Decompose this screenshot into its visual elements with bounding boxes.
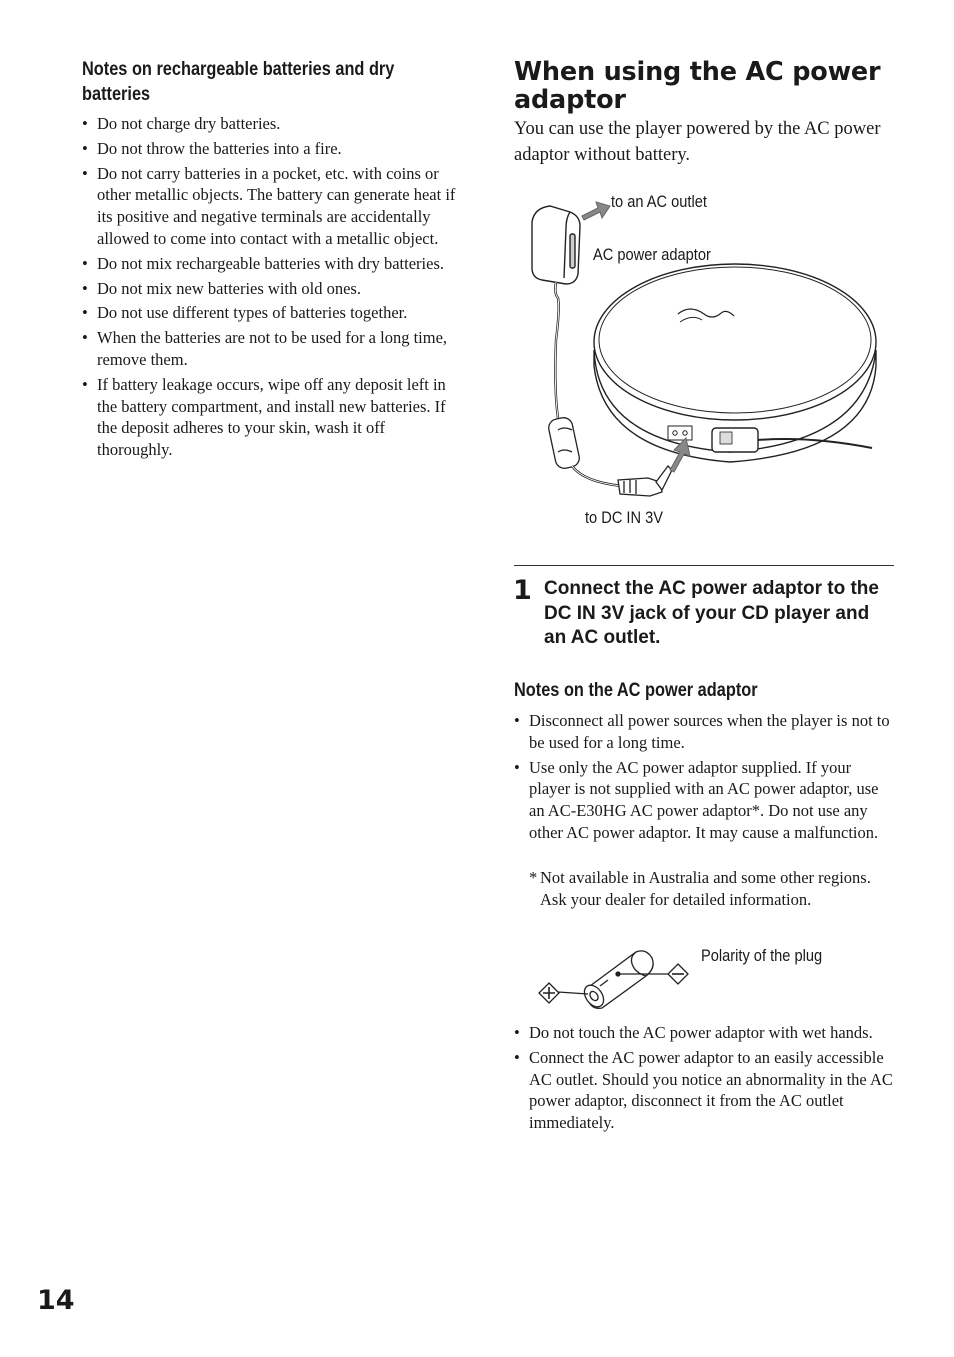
ac-notes-list — [514, 710, 894, 847]
page-title: When using the AC power adaptor — [514, 57, 881, 115]
list-item: • Do not use different types of batteries together. — [82, 302, 464, 324]
ac-adaptor-icon — [532, 206, 580, 284]
footnote — [529, 867, 874, 911]
ferrite-core-icon — [547, 416, 581, 470]
section-heading-ac-notes: Notes on the AC power adaptor — [514, 680, 758, 701]
label-to-ac-outlet: to an AC outlet — [611, 192, 707, 211]
step-instruction: Connect the AC power adaptor to the DC IN 3V jack of your CD player and an AC outlet. — [544, 578, 879, 648]
ac-adaptor-connection-illustration — [520, 190, 890, 510]
list-item: • If battery leakage occurs, wipe off any deposit left in the battery compartment, and install new batteries. If the deposit adheres to your skin, wash it off thoroughly. — [82, 374, 464, 461]
list-item: • Use only the AC power adaptor supplied. If your player is not supplied with an AC power adaptor, use an AC-E30HG AC power adaptor*. Do not use any other AC power adaptor. It may cause a malfunction. — [514, 757, 894, 844]
dc-plug-icon — [618, 466, 672, 496]
list-item: • Do not touch the AC power adaptor with wet hands. — [514, 1022, 894, 1044]
arrow-to-outlet-icon — [582, 202, 610, 220]
list-item: • Do not mix rechargeable batteries with dry batteries. — [82, 253, 464, 275]
list-item: • Do not throw the batteries into a fire. — [82, 138, 464, 160]
section-divider — [514, 565, 894, 566]
intro-text: You can use the player powered by the AC power adaptor without battery. — [514, 119, 881, 165]
label-polarity: Polarity of the plug — [701, 946, 823, 965]
list-item: • Do not mix new batteries with old ones. — [82, 278, 464, 300]
list-item: • When the batteries are not to be used for a long time, remove them. — [82, 327, 464, 371]
list-item: • Connect the AC power adaptor to an easily accessible AC outlet. Should you notice an abnormality in the AC power adaptor, disconnect it from the AC outlet immediately. — [514, 1047, 894, 1134]
footnote-mark: * — [529, 868, 538, 887]
label-ac-power-adaptor: AC power adaptor — [593, 245, 711, 264]
label-to-dc-in: to DC IN 3V — [585, 508, 664, 527]
page-number: 14 — [37, 1285, 75, 1316]
footnote-text: Not available in Australia and some other regions. Ask your dealer for detailed information. — [540, 868, 871, 909]
list-item: • Do not carry batteries in a pocket, etc. with coins or other metallic objects. The battery can generate heat if its positive and negative terminals are accidentally allowed to come into contact with a metallic object. — [82, 163, 464, 250]
ac-notes-list-continued — [514, 1022, 894, 1137]
negative-terminal-icon — [668, 964, 688, 984]
section-heading-batteries: Notes on rechargeable batteries and dry batteries — [82, 59, 395, 105]
plug-polarity-illustration — [538, 936, 698, 1016]
list-item: • Do not charge dry batteries. — [82, 113, 464, 135]
step-number: 1 — [513, 575, 532, 606]
list-item: • Disconnect all power sources when the player is not to be used for a long time. — [514, 710, 894, 754]
positive-terminal-icon — [539, 983, 559, 1003]
battery-notes-list — [82, 113, 464, 464]
cd-player-icon — [594, 264, 876, 462]
